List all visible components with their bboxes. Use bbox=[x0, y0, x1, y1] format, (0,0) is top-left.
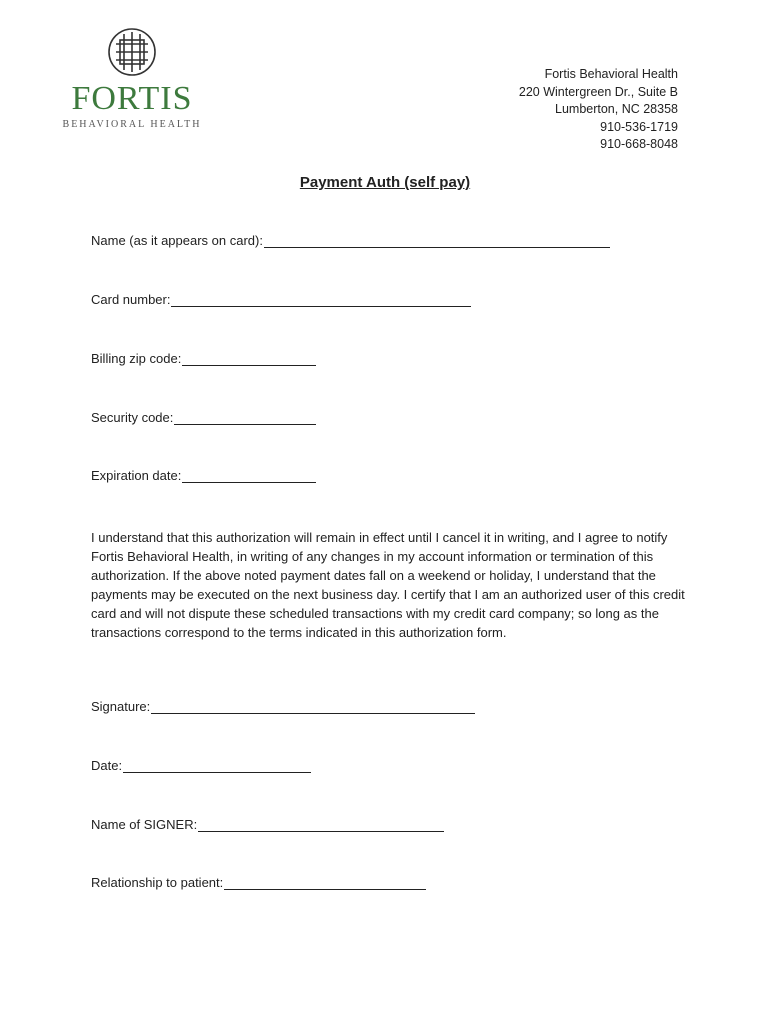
security-code-label: Security code: bbox=[91, 410, 174, 425]
address-line: 220 Wintergreen Dr., Suite B bbox=[518, 84, 678, 99]
expiration-date-field bbox=[91, 468, 316, 483]
signer-name-input-line[interactable] bbox=[198, 819, 444, 832]
name-input-line[interactable] bbox=[264, 235, 610, 248]
signer-name-label: Name of SIGNER: bbox=[91, 817, 198, 832]
signer-name-field bbox=[91, 817, 444, 832]
signature-input-line[interactable] bbox=[151, 701, 475, 714]
date-input-line[interactable] bbox=[123, 760, 311, 773]
celtic-knot-icon bbox=[106, 26, 158, 78]
signature-label: Signature: bbox=[91, 699, 151, 714]
relationship-label: Relationship to patient: bbox=[91, 875, 224, 890]
phone-line: 910-536-1719 bbox=[600, 119, 678, 134]
signature-field bbox=[91, 699, 475, 714]
relationship-field bbox=[91, 875, 426, 890]
expiration-date-input-line[interactable] bbox=[182, 470, 316, 483]
billing-zip-label: Billing zip code: bbox=[91, 351, 182, 366]
card-number-input-line[interactable] bbox=[171, 294, 471, 307]
security-code-field bbox=[91, 410, 316, 425]
logo-tagline: BEHAVIORAL HEALTH bbox=[62, 119, 202, 130]
address-line: Lumberton, NC 28358 bbox=[555, 102, 678, 116]
name-label: Name (as it appears on card): bbox=[91, 233, 263, 248]
card-number-label: Card number: bbox=[91, 292, 171, 307]
billing-zip-field bbox=[91, 351, 316, 366]
card-number-field bbox=[91, 292, 471, 307]
address-line: Fortis Behavioral Health bbox=[544, 67, 678, 81]
form-title: Payment Auth (self pay) bbox=[299, 174, 471, 191]
security-code-input-line[interactable] bbox=[174, 412, 316, 425]
date-label: Date: bbox=[91, 758, 123, 773]
expiration-date-label: Expiration date: bbox=[91, 468, 182, 483]
phone-line: 910-668-8048 bbox=[600, 137, 678, 151]
relationship-input-line[interactable] bbox=[224, 877, 426, 890]
logo-wordmark: FORTIS bbox=[71, 80, 193, 117]
authorization-paragraph: I understand that this authorization will remain in effect until I cancel it in writing, and I agree to notify Fortis Behavioral Health, in writing of any changes in my account information or termination of this authorization. If the above noted payment dates fall on a weekend or holiday, I understand that the payments may be executed on the next business day. I certify that I am an authorized user of this credit card and will not dispute these scheduled transactions with my credit card company; so long as the transactions correspond to the terms indicated in this authorization form. bbox=[91, 530, 685, 640]
billing-zip-input-line[interactable] bbox=[182, 353, 316, 366]
date-field bbox=[91, 758, 311, 773]
logo bbox=[62, 26, 202, 130]
name-field bbox=[91, 233, 610, 248]
address-block bbox=[519, 66, 678, 154]
